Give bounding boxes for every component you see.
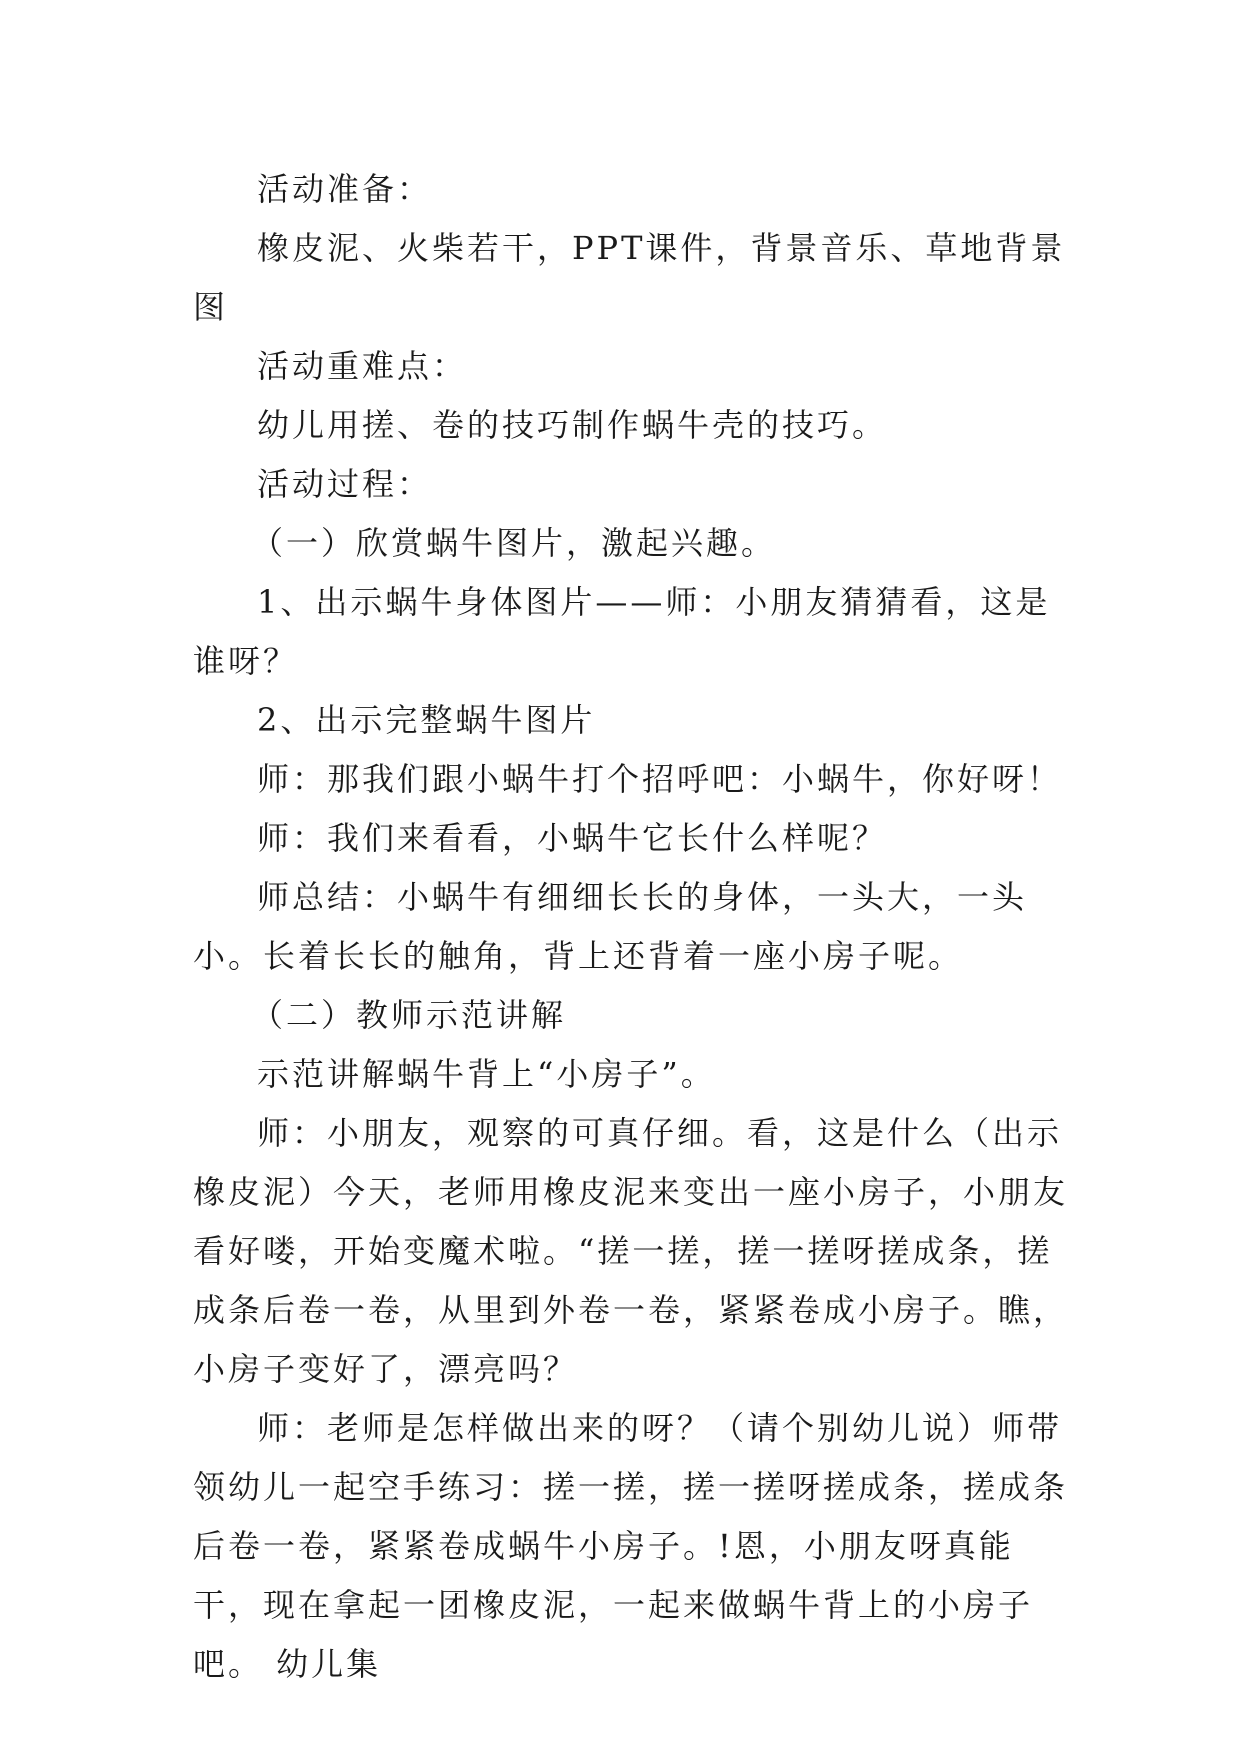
step-2-text: 2、出示完整蜗牛图片 <box>257 701 596 739</box>
teacher-practice: 师：老师是怎样做出来的呀？（请个别幼儿说）师带领幼儿一起空手练习：搓一搓，搓一搓呀搓成条，搓成条后卷一卷，紧紧卷成蜗牛小房子。!恩，小朋友呀真能干，现在拿起一团橡皮泥，一起来做蜗牛背上的小房子吧。 幼儿集 <box>193 1409 1069 1683</box>
section-two-heading: （二）教师示范讲解 <box>251 996 567 1034</box>
preparation-materials: 橡皮泥、火柴若干，PPT课件，背景音乐、草地背景图 <box>193 229 1066 326</box>
teacher-demo: 师：小朋友，观察的可真仔细。看，这是什么（出示橡皮泥）今天，老师用橡皮泥来变出一座小房子，小朋友看好喽，开始变魔术啦。“搓一搓，搓一搓呀搓成条，搓成条后卷一卷，从里到外卷一卷，紧紧卷成小房子。瞧，小房子变好了，漂亮吗？ <box>193 1114 1069 1388</box>
heading-process: 活动过程： <box>257 465 433 503</box>
demo-intro: 示范讲解蜗牛背上“小房子”。 <box>257 1055 716 1093</box>
teacher-greeting: 师：那我们跟小蜗牛打个招呼吧：小蜗牛，你好呀！ <box>257 760 1063 798</box>
document-body <box>193 160 1083 1694</box>
section-one-heading: （一）欣赏蜗牛图片，激起兴趣。 <box>251 524 777 562</box>
heading-preparation: 活动准备： <box>257 170 433 208</box>
teacher-question: 师：我们来看看，小蜗牛它长什么样呢？ <box>257 819 888 857</box>
heading-key-points: 活动重难点： <box>257 347 468 385</box>
teacher-summary: 师总结：小蜗牛有细细长长的身体，一头大，一头小。长着长长的触角，背上还背着一座小房子呢。 <box>193 878 1028 975</box>
step-1-text: 1、出示蜗牛身体图片——师：小朋友猜猜看，这是谁呀？ <box>193 583 1051 680</box>
key-points-text: 幼儿用搓、卷的技巧制作蜗牛壳的技巧。 <box>257 406 888 444</box>
